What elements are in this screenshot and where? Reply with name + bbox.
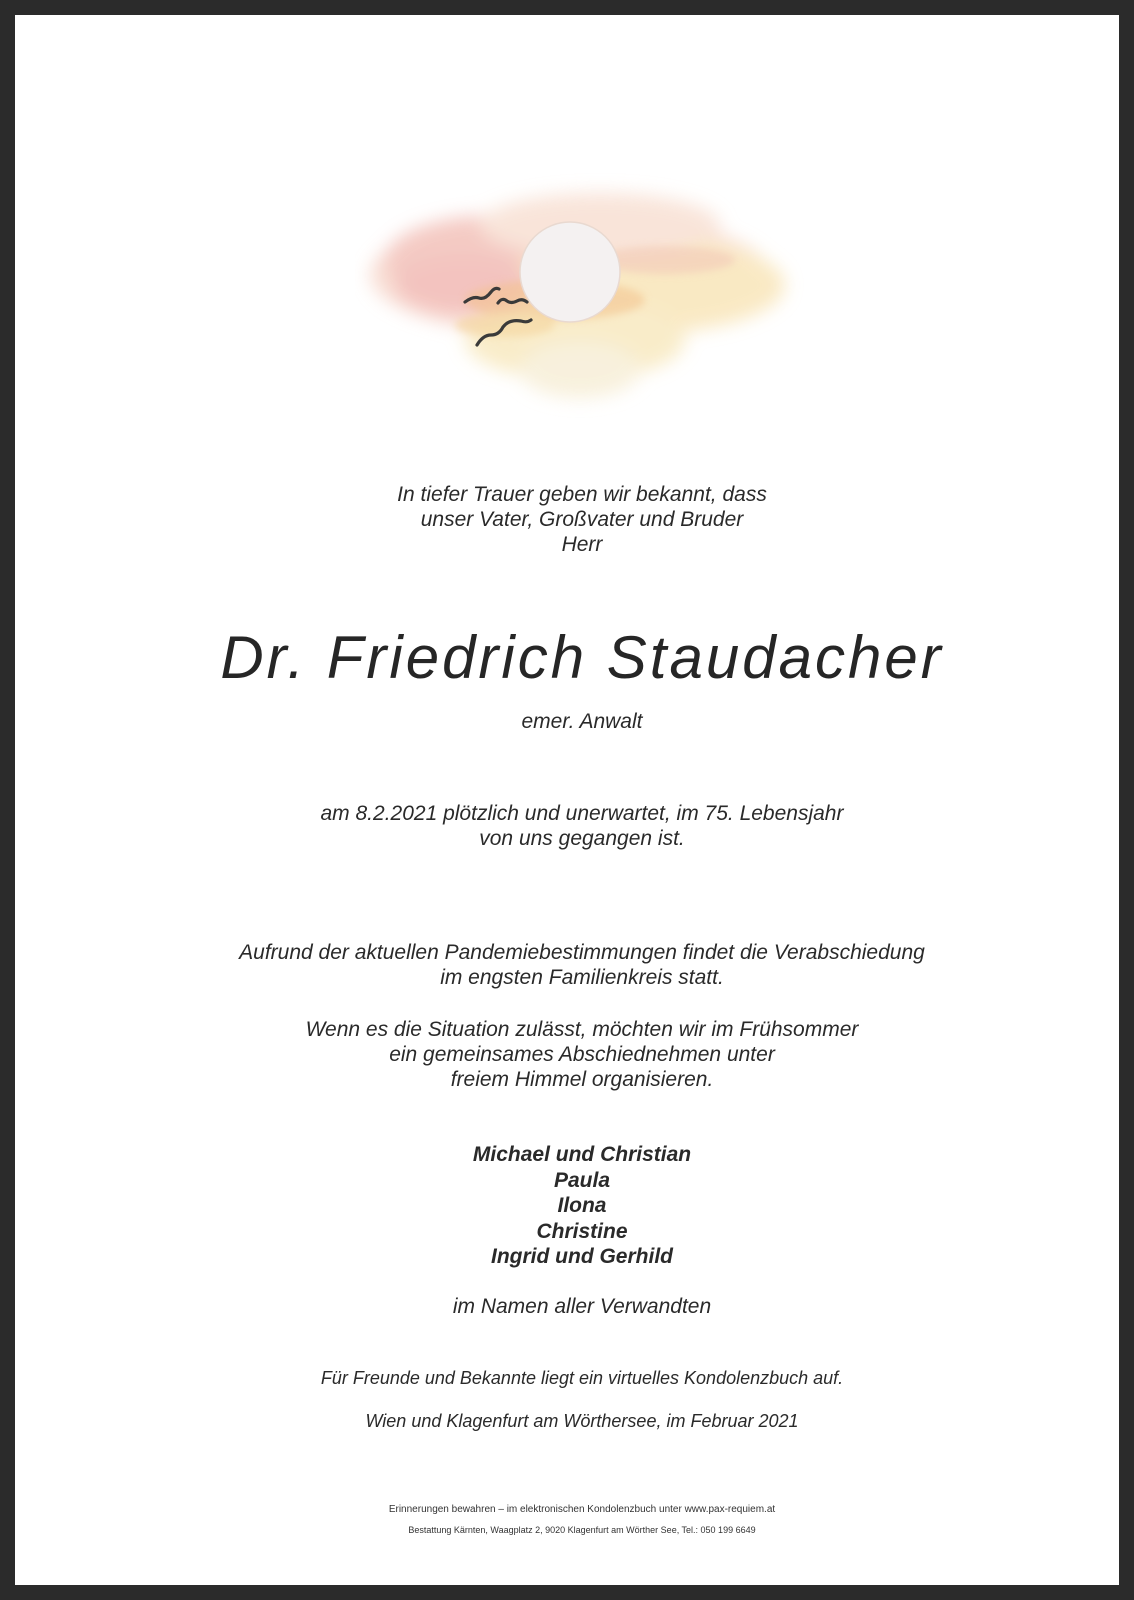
farewell-notice-line: Aufrund der aktuellen Pandemiebestimmungen findet die Verabschiedung [239,941,925,964]
future-notice-line: ein gemeinsames Abschiednehmen unter [389,1043,775,1066]
future-notice-line: Wenn es die Situation zulässt, möchten wir im Frühsommer [305,1018,859,1041]
mourner-name: Paula [553,1168,611,1192]
mourner-name: Ingrid und Gerhild [491,1245,673,1268]
intro-text [30,482,1134,557]
future-notice [30,1017,1134,1092]
intro-line: In tiefer Trauer geben wir bekannt, dass [397,483,767,506]
mourner-name: Ilona [557,1194,607,1217]
death-notice [30,801,1134,851]
intro-line: unser Vater, Großvater und Bruder [420,508,744,531]
intro-line: Herr [561,533,603,556]
farewell-notice-line: im engsten Familienkreis statt. [440,966,724,989]
farewell-notice [30,940,1134,990]
watercolor-sunset-image [355,165,815,425]
on-behalf-text: im Namen aller Verwandten [452,1295,712,1318]
mourner-name: Christine [536,1219,628,1243]
mourners-list [30,1142,1134,1270]
footer-condolence-link: Erinnerungen bewahren – im elektronischen Kondolenzbuch unter www.pax-requiem.at [388,1504,776,1515]
future-notice-line: freiem Himmel organisieren. [450,1068,714,1091]
deceased-title: emer. Anwalt [521,710,643,733]
footer-address: Bestattung Kärnten, Waagplatz 2, 9020 Klagenfurt am Wörther See, Tel.: 050 199 6649 [408,1525,756,1535]
place-date-text: Wien und Klagenfurt am Wörthersee, im Februar 2021 [365,1411,799,1431]
death-notice-line: am 8.2.2021 plötzlich und unerwartet, im 75. Lebensjahr [320,802,844,825]
sun-shape [520,222,620,322]
condolence-text: Für Freunde und Bekannte liegt ein virtuelles Kondolenzbuch auf. [320,1368,844,1388]
mourner-name: Michael und Christian [472,1143,692,1166]
deceased-name: Dr. Friedrich Staudacher [220,624,944,691]
death-notice-line: von uns gegangen ist. [479,827,685,850]
